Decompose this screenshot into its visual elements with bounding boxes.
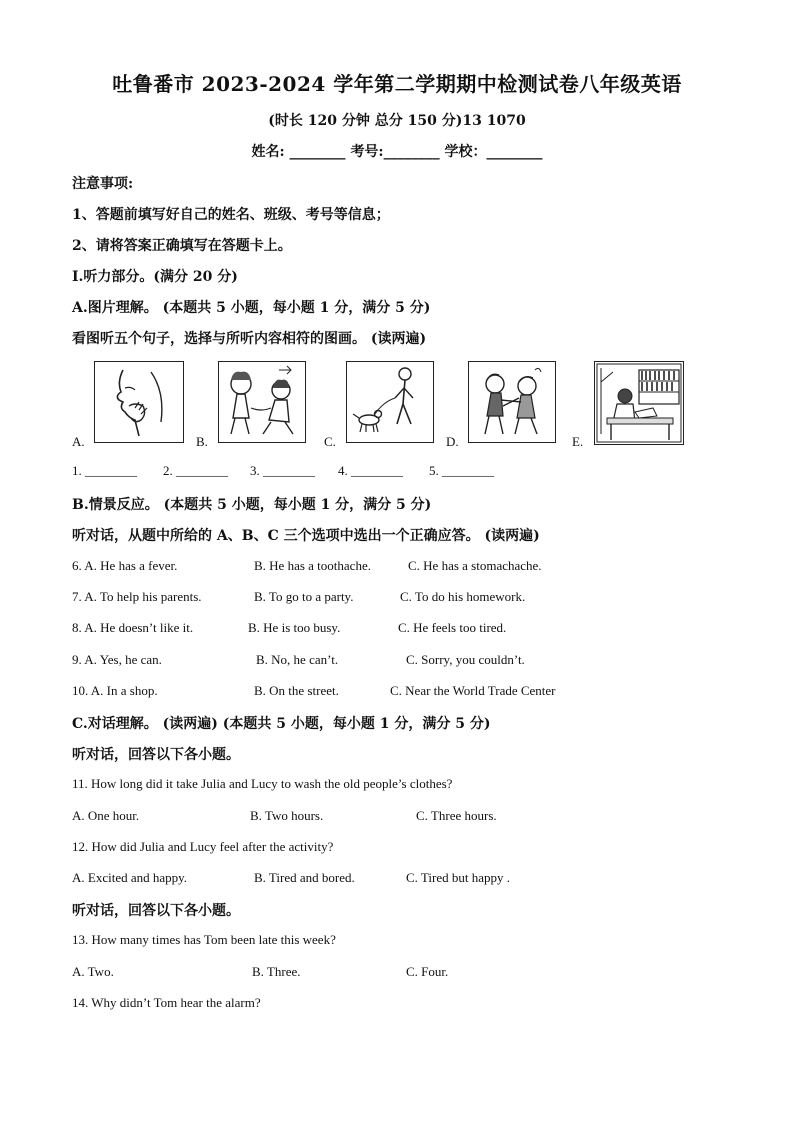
picture-label-b: B. — [196, 434, 208, 449]
picture-answer-blanks — [72, 463, 772, 481]
q9-option-b[interactable]: B. No, he can’t. — [256, 652, 339, 667]
student-info-line — [0, 141, 794, 161]
q10-option-b[interactable]: B. On the street. — [254, 683, 339, 698]
picture-b — [218, 361, 306, 443]
q11-option-b[interactable]: B. Two hours. — [250, 808, 324, 823]
part-a-instruction: 看图听五个句子，选择与所听内容相符的图画。 (读两遍) — [72, 331, 427, 347]
question-11: 11. How long did it take Julia and Lucy to wash the old people’s clothes? — [72, 776, 453, 791]
part-b-instruction: 听对话，从题中所给的 A、B、C 三个选项中选出一个正确应答。 (读两遍) — [72, 528, 540, 544]
name-label: 姓名: ________ — [251, 144, 346, 160]
part-a-title: A.图片理解。 (本题共 5 小题，每小题 1 分，满分 5 分) — [72, 300, 431, 316]
duration-line: (时长 120 分钟 总分 150 分)13 1070 — [268, 113, 526, 129]
part-c-title: C.对话理解。 (读两遍) (本题共 5 小题，每小题 1 分，满分 5 分) — [72, 716, 491, 732]
q11-option-a[interactable]: A. One hour. — [72, 808, 140, 823]
q7-option-c[interactable]: C. To do his homework. — [400, 589, 526, 604]
picture-c — [346, 361, 434, 443]
question-14: 14. Why didn’t Tom hear the alarm? — [72, 995, 261, 1010]
part-b-title: B.情景反应。 (本题共 5 小题，每小题 1 分，满分 5 分) — [72, 497, 432, 513]
part-c-instruction-1: 听对话，回答以下各小题。 — [72, 747, 240, 763]
question-13: 13. How many times has Tom been late this week? — [72, 932, 336, 947]
blank-3[interactable]: 3. ________ — [250, 463, 315, 478]
q8-option-c[interactable]: C. He feels too tired. — [398, 620, 507, 635]
blank-2[interactable]: 2. ________ — [163, 463, 228, 478]
notes-item-1: 1、答题前填写好自己的姓名、班级、考号等信息； — [72, 207, 390, 223]
notes-heading: 注意事项: — [72, 176, 134, 192]
q9-option-a[interactable]: 9. A. Yes, he can. — [72, 652, 162, 667]
picture-label-d: D. — [446, 434, 459, 449]
question-12: 12. How did Julia and Lucy feel after the activity? — [72, 839, 334, 854]
picture-label-a: A. — [72, 434, 85, 449]
picture-label-c: C. — [324, 434, 336, 449]
part-c-instruction-2: 听对话，回答以下各小题。 — [72, 903, 240, 919]
q6-option-a[interactable]: 6. A. He has a fever. — [72, 558, 178, 573]
exam-title: 吐鲁番市 2023-2024 学年第二学期期中检测试卷八年级英语 — [112, 72, 682, 96]
q13-option-b[interactable]: B. Three. — [252, 964, 301, 979]
q7-option-b[interactable]: B. To go to a party. — [254, 589, 354, 604]
toothache-icon — [95, 362, 183, 442]
q8-option-b[interactable]: B. He is too busy. — [248, 620, 341, 635]
blank-4[interactable]: 4. ________ — [338, 463, 403, 478]
kids-playing-icon — [219, 362, 305, 442]
q12-option-b[interactable]: B. Tired and bored. — [254, 870, 355, 885]
picture-a — [94, 361, 184, 443]
blank-1[interactable]: 1. ________ — [72, 463, 137, 478]
q10-option-c[interactable]: C. Near the World Trade Center — [390, 683, 556, 698]
q6-option-c[interactable]: C. He has a stomachache. — [408, 558, 542, 573]
q11-option-c[interactable]: C. Three hours. — [416, 808, 497, 823]
q12-option-a[interactable]: A. Excited and happy. — [72, 870, 188, 885]
picture-e — [594, 361, 684, 445]
q12-option-c[interactable]: C. Tired but happy . — [406, 870, 511, 885]
reading-library-icon — [595, 362, 683, 444]
kids-fighting-icon — [469, 362, 555, 442]
q8-option-a[interactable]: 8. A. He doesn’t like it. — [72, 620, 194, 635]
picture-d — [468, 361, 556, 443]
section-1-title: I.听力部分。(满分 20 分) — [72, 269, 238, 285]
id-label: 考号:________ — [350, 144, 440, 160]
q13-option-a[interactable]: A. Two. — [72, 964, 114, 979]
blank-5[interactable]: 5. ________ — [429, 463, 494, 478]
q10-option-a[interactable]: 10. A. In a shop. — [72, 683, 158, 698]
q9-option-c[interactable]: C. Sorry, you couldn’t. — [406, 652, 525, 667]
q6-option-b[interactable]: B. He has a toothache. — [254, 558, 371, 573]
school-label: 学校：________ — [444, 144, 543, 160]
dog-walking-icon — [347, 362, 433, 442]
picture-label-e: E. — [572, 434, 584, 449]
notes-item-2: 2、请将答案正确填写在答题卡上。 — [72, 238, 292, 254]
q13-option-c[interactable]: C. Four. — [406, 964, 449, 979]
q7-option-a[interactable]: 7. A. To help his parents. — [72, 589, 202, 604]
